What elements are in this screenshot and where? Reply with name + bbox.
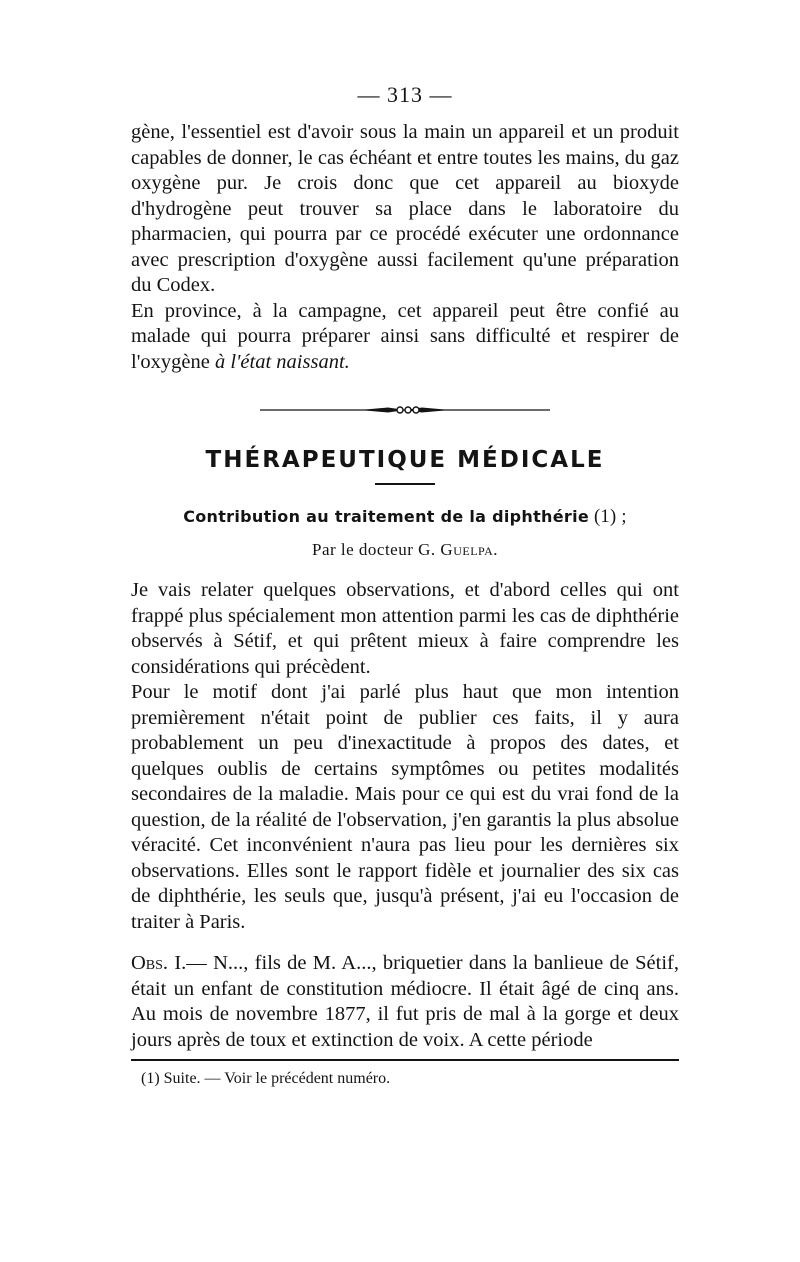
paragraph-province-text: En province, à la campagne, cet appareil peut être confié au malade qui pourra préparer ainsi sans difficulté et respirer de l'oxygène bbox=[131, 299, 679, 373]
paragraph-motif: Pour le motif dont j'ai parlé plus haut que mon intention premièrement n'était point de publier ces faits, il y aura probablement un peu d'inexactitude à propos des dates, et quelques oublis de certains symptômes ou petites modalités secondaires de la maladie. Mais pour ce qui est du vrai fond de la question, de la réalité de l'observation, j'en garantis la plus absolue véracité. Cet inconvénient n'aura pas lieu pour les dernières six observations. Elles sont le rapport fidèle et journalier des six cas de diphthérie, les seuls que, jusqu'à présent, j'ai eu l'occasion de traiter à Paris. bbox=[131, 681, 679, 933]
footnote-rule bbox=[131, 1059, 679, 1061]
author-name: Guelpa. bbox=[440, 540, 499, 559]
paragraph-oxygen-apparatus: gène, l'essentiel est d'avoir sous la main un appareil et un produit capables de donner, le cas échéant et entre toutes les mains, du gaz oxygène pur. Je crois donc que cet appareil au bioxyde d'hydrogène peut trouver sa place dans le laboratoire du pharmacien, qui pourra par ce procédé exécuter une ordonnance avec prescription d'oxygène aussi facilement qu'une préparation du Codex. bbox=[131, 121, 679, 296]
observation-text: — N..., fils de M. A..., briquetier dans la banlieue de Sétif, était un enfant de constitution médiocre. Il était âgé de cinq ans. Au mois de novembre 1877, il fut pris de mal à la gorge et deux jours après de toux et extinction de voix. A cette période bbox=[131, 952, 679, 1051]
document-page bbox=[131, 80, 679, 1089]
section-title: THÉRAPEUTIQUE MÉDICALE bbox=[205, 447, 605, 473]
paragraph-observation-one bbox=[131, 951, 679, 1053]
footnote: (1) Suite. — Voir le précédent numéro. bbox=[141, 1069, 391, 1087]
paragraph-gap bbox=[131, 935, 679, 951]
article-title-footnote-ref: (1) ; bbox=[593, 507, 627, 527]
paragraph-observations-intro: Je vais relater quelques observations, et d'abord celles qui ont frappé plus spécialement mon attention parmi les cas de diphthérie observés à Sétif, et qui prêtent mieux à faire comprendre les considérations qui précèdent. bbox=[131, 579, 679, 678]
author-prefix: Par le docteur G. bbox=[311, 540, 441, 559]
title-underline bbox=[375, 483, 435, 485]
section-divider-ornament bbox=[260, 403, 550, 417]
paragraph-province-italic: à l'état naissant. bbox=[214, 350, 350, 373]
author-line bbox=[131, 540, 679, 560]
paragraph-province bbox=[131, 299, 679, 376]
article-title-text: Contribution au traitement de la diphthérie bbox=[183, 507, 590, 526]
page-number: — 313 — bbox=[357, 82, 453, 107]
article-title bbox=[131, 507, 679, 528]
observation-label: Obs. I. bbox=[131, 952, 187, 974]
